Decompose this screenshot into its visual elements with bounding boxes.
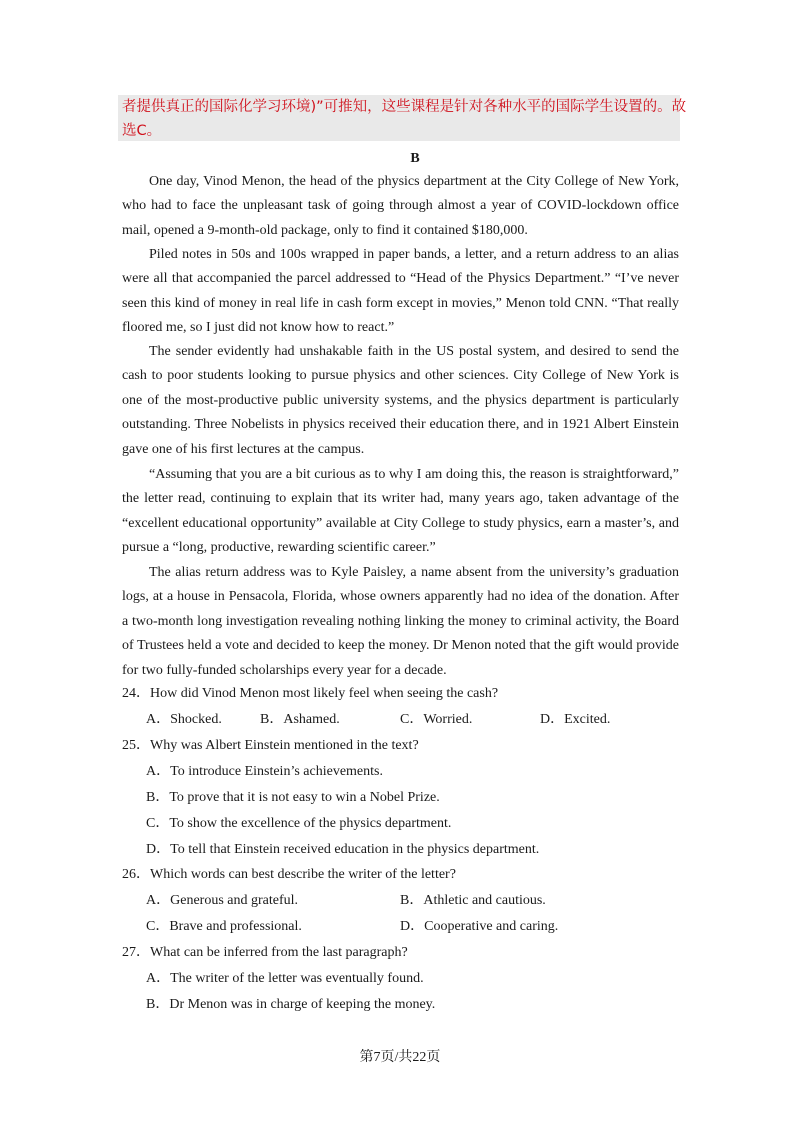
option-letter: C． (400, 712, 424, 727)
option-letter: B． (146, 790, 170, 805)
passage-paragraph-2: Piled notes in 50s and 100s wrapped in paper bands, a letter, and a return address to an alias were all that accompanied the parcel addressed to “Head of the Physics Department.” “I’ve never seen this kind of money in real life in cash form except in movies,” Menon told CNN. “That really floored me, so I just did not know how to react.” (122, 247, 679, 336)
option-letter: A． (146, 893, 171, 908)
option-text: Athletic and cautious. (423, 893, 546, 908)
option-letter: A． (146, 712, 171, 727)
option-26-b[interactable] (400, 891, 546, 911)
option-24-b[interactable] (260, 710, 340, 730)
question-24 (122, 684, 498, 704)
question-number: 24． (122, 686, 150, 701)
option-24-c[interactable] (400, 710, 472, 730)
question-number: 25． (122, 738, 150, 753)
option-letter: C． (146, 919, 170, 934)
option-25-a[interactable] (146, 762, 383, 782)
option-text: To introduce Einstein’s achievements. (170, 764, 383, 779)
question-number: 26． (122, 867, 150, 882)
option-24-d[interactable] (540, 710, 610, 730)
option-25-b[interactable] (146, 788, 440, 808)
option-25-c[interactable] (146, 814, 451, 834)
passage-paragraph-5: The alias return address was to Kyle Paisley, a name absent from the university’s graduation logs, at a house in Pensacola, Florida, whose owners apparently had no idea of the donation. After a two-month long investigation revealing nothing linking the money to criminal activity, the Board of Trustees held a vote and decided to keep the money. Dr Menon noted that the gift would provide for two fully-funded scholarships every year for a decade. (122, 565, 679, 678)
option-letter: A． (146, 971, 171, 986)
question-26 (122, 865, 456, 885)
option-27-a[interactable] (146, 969, 424, 989)
question-text: How did Vinod Menon most likely feel when seeing the cash? (150, 686, 499, 701)
option-27-b[interactable] (146, 995, 435, 1015)
passage-paragraph-1: One day, Vinod Menon, the head of the physics department at the City College of New York, who had to face the unpleasant task of going through almost a year of COVID-lockdown office mail, opened a 9-month-old package, only to find it contained $180,000. (122, 174, 679, 238)
page-number-footer: 第7页/共22页 (359, 1050, 441, 1065)
option-text: Worried. (423, 712, 473, 727)
passage-paragraph-3: The sender evidently had unshakable faith in the US postal system, and desired to send the cash to poor students looking to pursue physics and other sciences. City College of New York is one of the most-productive public university systems, and the physics department is particularly outstanding. Three Nobelists in physics received their education there, and in 1921 Albert Einstein gave one of his first lectures at the campus. (122, 344, 679, 457)
option-26-c[interactable] (146, 917, 302, 937)
option-text: To prove that it is not easy to win a Nobel Prize. (169, 790, 440, 805)
answer-explanation-line-1: 者提供真正的国际化学习环境)”可推知，这些课程是针对各种水平的国际学生设置的。故 (122, 99, 687, 115)
option-letter: B． (260, 712, 284, 727)
question-25 (122, 736, 419, 756)
question-27 (122, 943, 408, 963)
section-title: B (410, 151, 420, 166)
option-text: Generous and grateful. (170, 893, 299, 908)
option-letter: D． (146, 842, 171, 857)
question-number: 27． (122, 945, 150, 960)
option-25-d[interactable] (146, 840, 539, 860)
option-text: Brave and professional. (169, 919, 302, 934)
question-text: Why was Albert Einstein mentioned in the text? (150, 738, 419, 753)
option-letter: B． (400, 893, 424, 908)
option-text: Dr Menon was in charge of keeping the money. (169, 997, 436, 1012)
option-24-a[interactable] (146, 710, 222, 730)
question-text: Which words can best describe the writer of the letter? (150, 867, 456, 882)
option-letter: D． (400, 919, 425, 934)
answer-explanation-line-2: 选C。 (122, 123, 162, 139)
passage-paragraph-4: “Assuming that you are a bit curious as to why I am doing this, the reason is straightforward,” the letter read, continuing to explain that its writer had, many years ago, taken advantage of the “excellent educational opportunity” available at City College to study physics, earn a master’s, and pursue a “long, productive, rewarding scientific career.” (122, 467, 679, 556)
question-text: What can be inferred from the last paragraph? (150, 945, 408, 960)
option-text: To show the excellence of the physics department. (169, 816, 452, 831)
option-text: To tell that Einstein received education in the physics department. (170, 842, 540, 857)
option-letter: A． (146, 764, 171, 779)
option-26-d[interactable] (400, 917, 558, 937)
option-text: Ashamed. (283, 712, 340, 727)
option-text: Excited. (564, 712, 611, 727)
option-text: Cooperative and caring. (424, 919, 559, 934)
option-text: Shocked. (170, 712, 222, 727)
option-letter: C． (146, 816, 170, 831)
option-text: The writer of the letter was eventually found. (170, 971, 424, 986)
option-letter: D． (540, 712, 565, 727)
option-26-a[interactable] (146, 891, 298, 911)
option-letter: B． (146, 997, 170, 1012)
